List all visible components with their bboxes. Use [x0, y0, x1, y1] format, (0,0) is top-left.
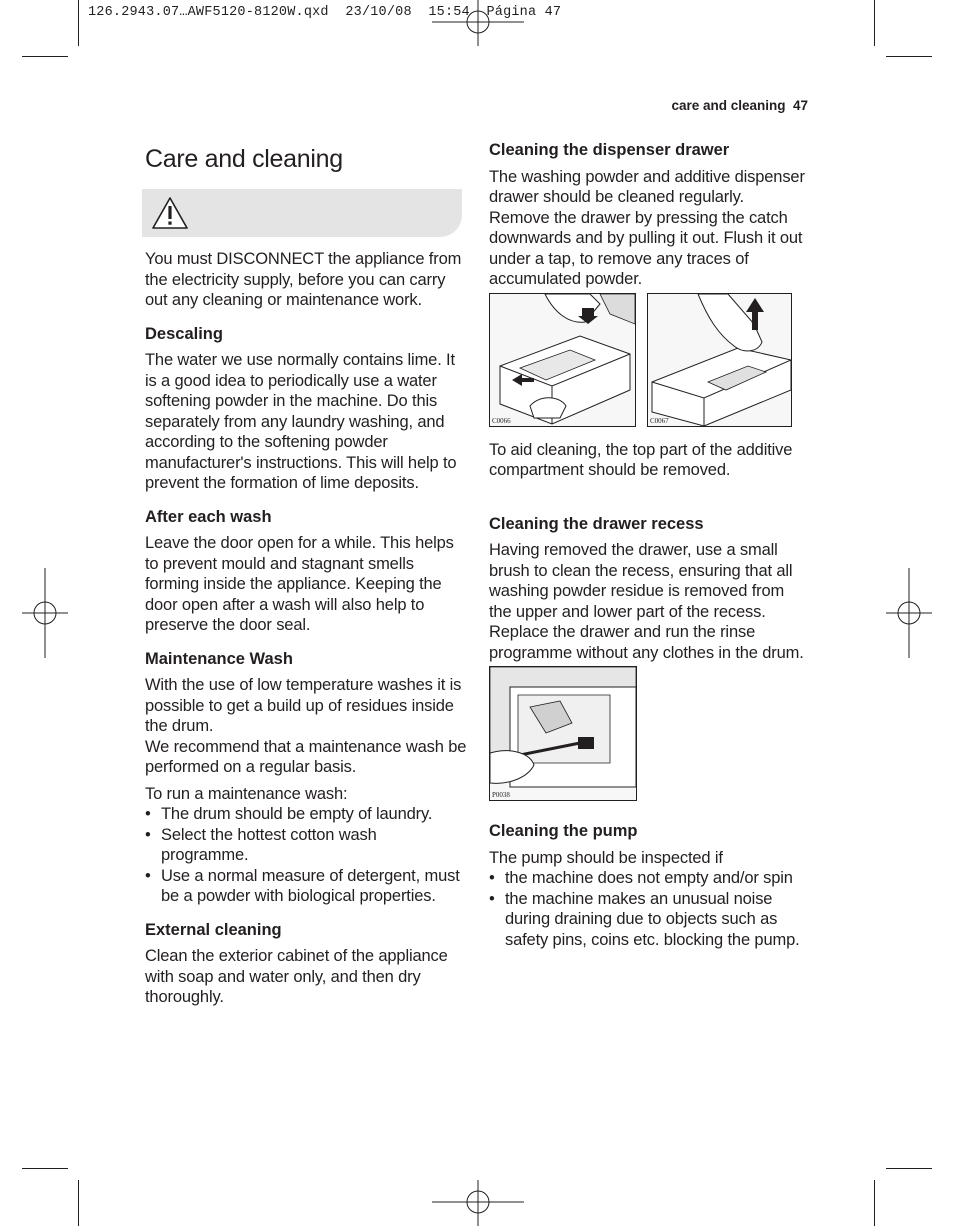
after-wash-heading: After each wash [145, 507, 272, 526]
registration-mark-icon [22, 568, 68, 658]
recess-brush-illustration [490, 667, 636, 800]
registration-mark-icon [886, 568, 932, 658]
crop-mark [22, 1168, 68, 1169]
recess-heading: Cleaning the drawer recess [489, 514, 704, 533]
descaling-heading: Descaling [145, 324, 223, 343]
external-text: Clean the exterior cabinet of the appliance with soap and water only, and then dry thoroughly. [145, 947, 448, 1006]
drawer-recess-figure [489, 666, 637, 801]
crop-mark [886, 1168, 932, 1169]
list-item: • the machine makes an unusual noise during draining due to objects such as safety pins, coins etc. blocking the pump. [489, 889, 811, 951]
crop-mark [874, 0, 875, 46]
crop-mark [78, 0, 79, 46]
pump-conditions [489, 868, 811, 950]
descaling-text: The water we use normally contains lime. It is a good idea to periodically use a water softening powder in the machine. Do this separately from any laundry washing, and according to the softening powder manufacturer's instructions. This will help to prevent the formation of lime deposits. [145, 351, 457, 492]
after-wash-text: Leave the door open for a while. This helps to prevent mould and stagnant smells forming inside the appliance. Keeping the door open after a wash will also help to preserve the door seal. [145, 534, 454, 634]
drawer-removal-illustration [490, 294, 635, 426]
print-slug: 126.2943.07…AWF5120-8120W.qxd 23/10/08 15:54 Página 47 [88, 5, 562, 20]
external-heading: External cleaning [145, 920, 282, 939]
left-column [145, 140, 467, 1008]
dispenser-removal-text: Remove the drawer by pressing the catch downwards and by pulling it out. Flush it out under a tap, to remove any traces of accumulated powder. [489, 208, 803, 288]
list-item: • Select the hottest cotton wash programme. [145, 825, 467, 866]
warning-triangle-icon [150, 195, 190, 231]
disconnect-warning: You must DISCONNECT the appliance from the electricity supply, before you can carry out any cleaning or maintenance work. [145, 250, 462, 309]
figure-code: C0066 [492, 416, 511, 425]
maintenance-steps-intro: To run a maintenance wash: [145, 784, 348, 803]
pump-text: The pump should be inspected if [489, 848, 723, 867]
recess-rinse-text: Replace the drawer and run the rinse programme without any clothes in the drum. [489, 623, 804, 662]
recess-text: Having removed the drawer, use a small brush to clean the recess, ensuring that all washing powder residue is removed from the upper and lower part of the recess. [489, 541, 793, 621]
compartment-removal-illustration [648, 294, 791, 426]
figure-code: P0038 [492, 791, 510, 799]
dispenser-drawer-figure-1 [489, 293, 636, 427]
registration-mark-icon [432, 1180, 524, 1226]
figure-code: C0067 [650, 416, 669, 425]
crop-mark [874, 1180, 875, 1226]
maintenance-text: With the use of low temperature washes it is possible to get a build up of residues inside the drum. [145, 676, 462, 735]
dispenser-drawer-figure-2 [647, 293, 792, 427]
list-item: • the machine does not empty and/or spin [489, 868, 811, 889]
running-head: care and cleaning 47 [671, 98, 808, 113]
maintenance-recommendation: We recommend that a maintenance wash be performed on a regular basis. [145, 737, 467, 776]
dispenser-text: The washing powder and additive dispenser drawer should be cleaned regularly. [489, 167, 805, 206]
additive-compartment-text: To aid cleaning, the top part of the additive compartment should be removed. [489, 440, 793, 479]
list-item: • The drum should be empty of laundry. [145, 804, 467, 825]
pump-heading: Cleaning the pump [489, 822, 638, 840]
crop-mark [22, 56, 68, 57]
crop-mark [78, 1180, 79, 1226]
list-item: • Use a normal measure of detergent, must be a powder with biological properties. [145, 866, 467, 907]
warning-bar [142, 189, 462, 237]
dispenser-heading: Cleaning the dispenser drawer [489, 141, 730, 159]
page-title: Care and cleaning [145, 145, 343, 173]
right-column [489, 140, 811, 950]
dispenser-figures [489, 293, 811, 427]
crop-mark [886, 56, 932, 57]
maintenance-heading: Maintenance Wash [145, 649, 293, 668]
registration-mark-icon [432, 0, 524, 46]
maintenance-steps [145, 804, 467, 907]
